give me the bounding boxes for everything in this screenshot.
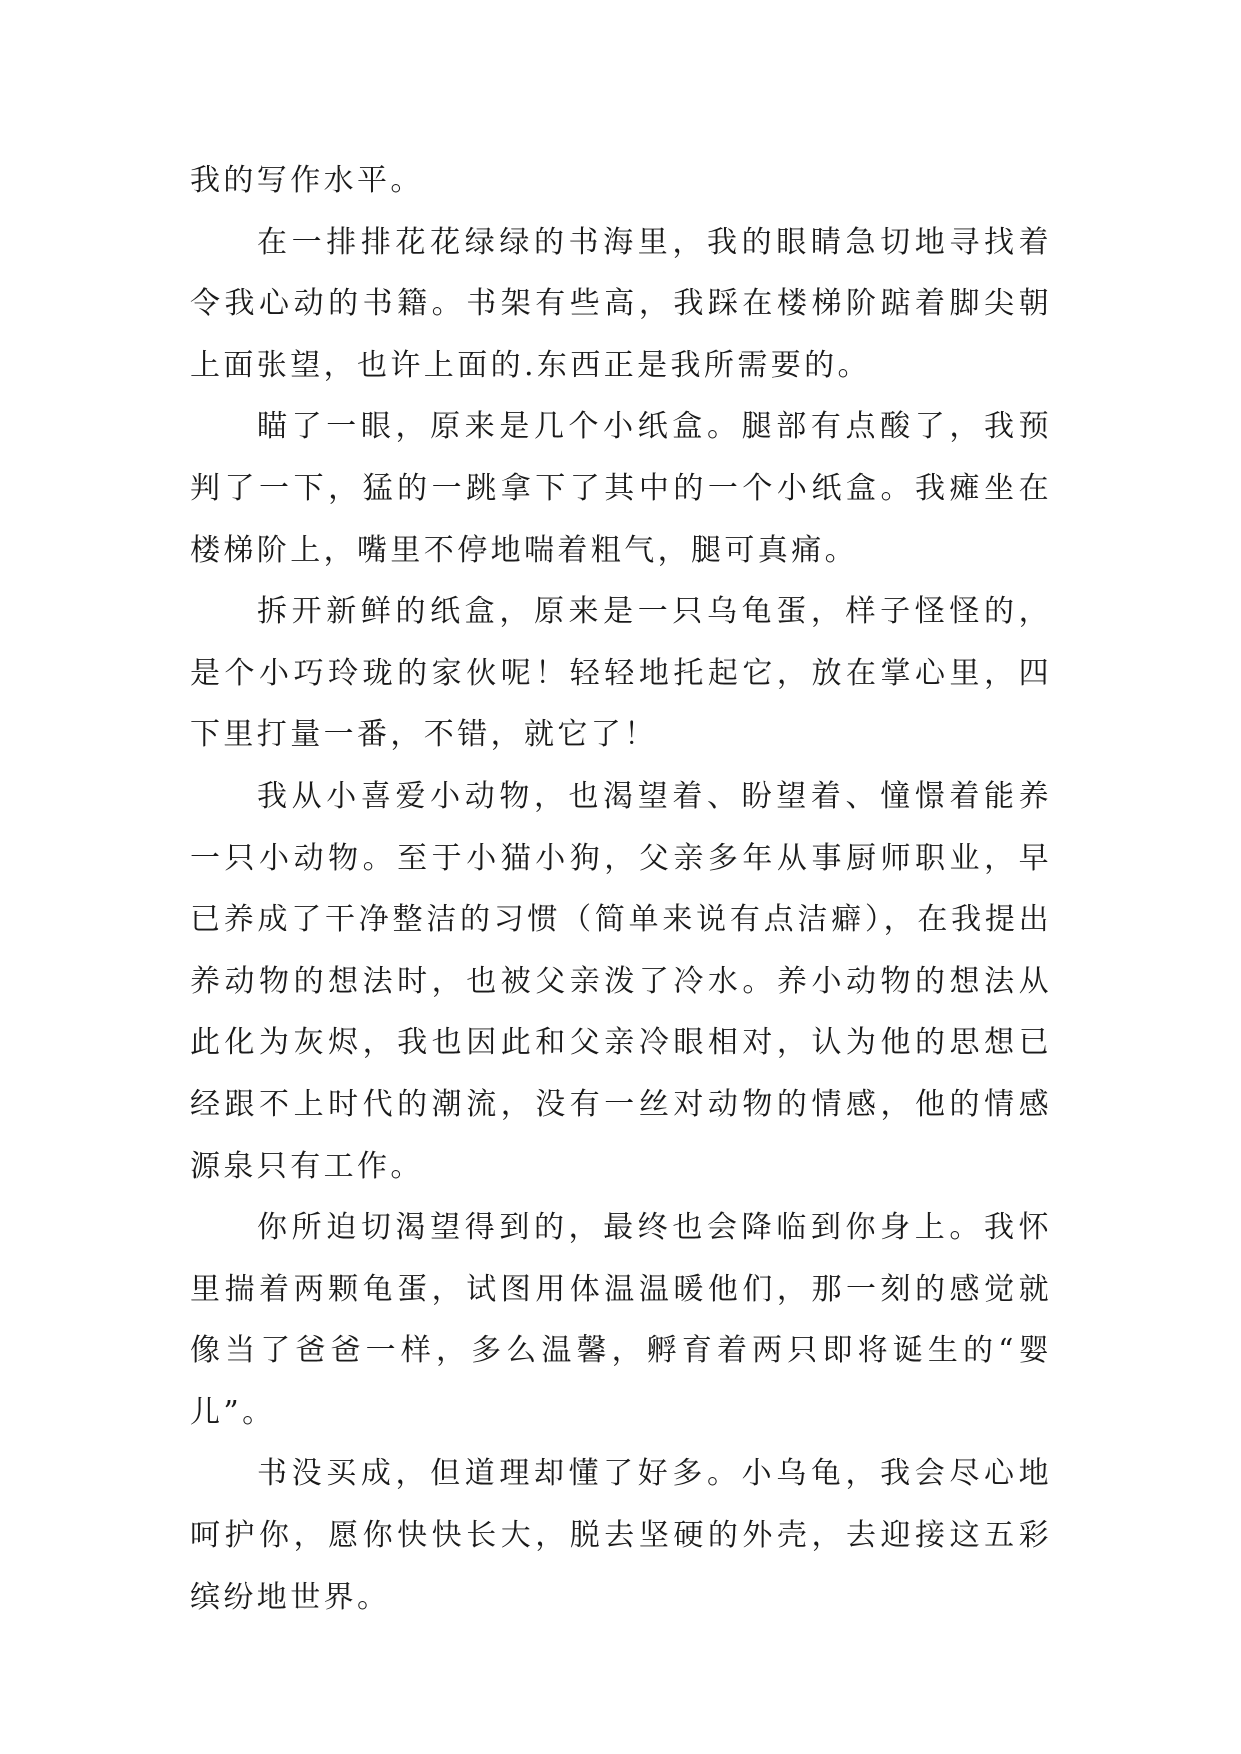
paragraph: 你所迫切渴望得到的，最终也会降临到你身上。我怀里揣着两颗龟蛋，试图用体温温暖他们，那一刻的感觉就像当了爸爸一样，多么温馨，孵育着两只即将诞生的“婴儿”。	[190, 1210, 1052, 1430]
paragraph: 在一排排花花绿绿的书海里，我的眼睛急切地寻找着令我心动的书籍。书架有些高，我踩在楼梯阶踮着脚尖朝上面张望，也许上面的.东西正是我所需要的。	[190, 224, 1052, 383]
article-body	[190, 150, 1052, 1628]
paragraph: 瞄了一眼，原来是几个小纸盒。腿部有点酸了，我预判了一下，猛的一跳拿下了其中的一个小纸盒。我瘫坐在楼梯阶上，嘴里不停地喘着粗气，腿可真痛。	[190, 409, 1052, 568]
paragraph: 我的写作水平。	[190, 163, 424, 198]
paragraph: 书没买成，但道理却懂了好多。小乌龟，我会尽心地呵护你，愿你快快长大，脱去坚硬的外壳，去迎接这五彩缤纷地世界。	[190, 1456, 1052, 1615]
paragraph: 拆开新鲜的纸盒，原来是一只乌龟蛋，样子怪怪的，是个小巧玲珑的家伙呢！轻轻地托起它，放在掌心里，四下里打量一番，不错，就它了！	[190, 594, 1052, 753]
paragraph: 我从小喜爱小动物，也渴望着、盼望着、憧憬着能养一只小动物。至于小猫小狗，父亲多年从事厨师职业，早已养成了干净整洁的习惯（简单来说有点洁癖），在我提出养动物的想法时，也被父亲泼了冷水。养小动物的想法从此化为灰烬，我也因此和父亲冷眼相对，认为他的思想已经跟不上时代的潮流，没有一丝对动物的情感，他的情感源泉只有工作。	[190, 778, 1052, 1184]
